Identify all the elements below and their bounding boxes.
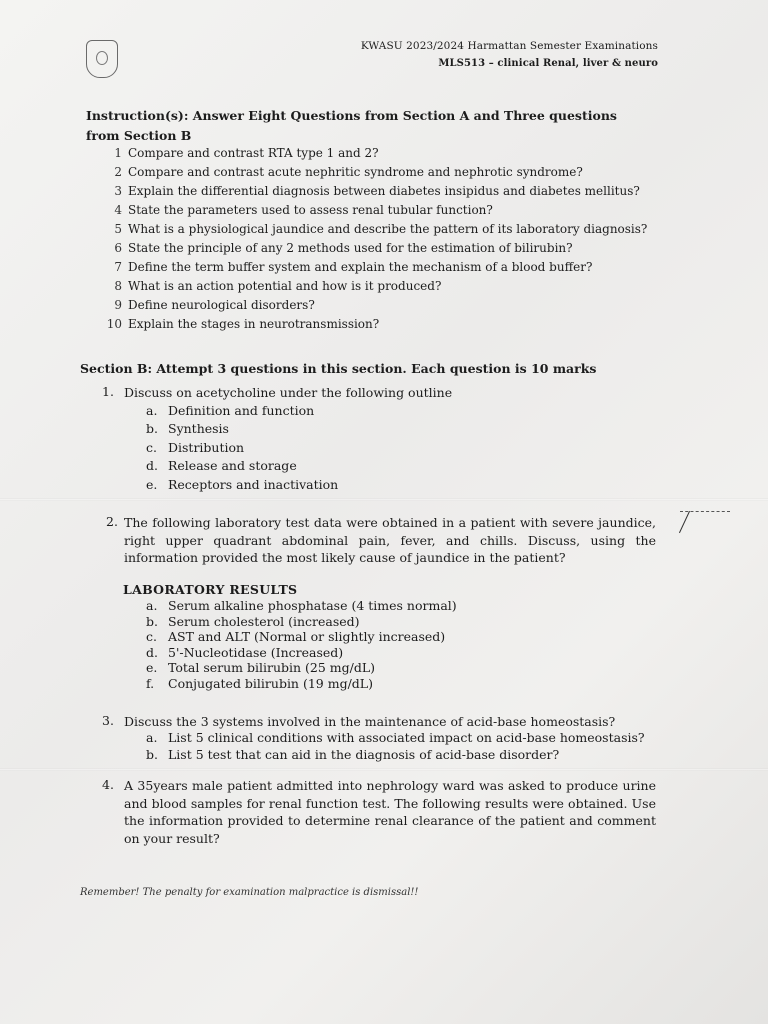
section-a-questions	[96, 143, 656, 333]
pen-mark	[679, 511, 690, 533]
question-text: What is an action potential and how is it produced?	[128, 278, 442, 293]
question-number: 4.	[102, 777, 114, 792]
list-item	[146, 645, 457, 661]
list-item	[96, 200, 656, 219]
question-number: 4	[114, 202, 122, 217]
item-text: Conjugated bilirubin (19 mg/dL)	[168, 675, 373, 691]
course-code-header: MLS513 – clinical Renal, liver & neuro	[438, 58, 658, 69]
item-letter: c.	[146, 439, 157, 455]
list-item	[96, 143, 656, 162]
item-letter: b.	[146, 747, 158, 762]
list-item	[96, 257, 656, 276]
item-text: Receptors and inactivation	[168, 476, 339, 492]
question-number: 8	[114, 278, 122, 293]
item-text: Definition and function	[168, 402, 315, 418]
list-item	[146, 676, 457, 692]
list-item	[96, 314, 656, 333]
list-item	[146, 438, 338, 457]
question-text: Compare and contrast acute nephritic syndrome and nephrotic syndrome?	[128, 164, 583, 179]
question-number: 1	[114, 145, 122, 160]
question-number: 5	[114, 221, 122, 236]
question-number: 9	[114, 297, 122, 312]
item-text: Release and storage	[168, 458, 297, 474]
item-letter: e.	[146, 476, 158, 492]
list-item	[146, 729, 645, 746]
list-item	[96, 295, 656, 314]
list-item	[146, 598, 457, 614]
university-crest-icon	[86, 40, 118, 78]
list-item	[146, 660, 457, 676]
item-letter: b.	[146, 421, 158, 437]
question-text: Define the term buffer system and explain the mechanism of a blood buffer?	[128, 259, 593, 274]
instructions: Instruction(s): Answer Eight Questions from Section A and Three questions from Section B	[86, 108, 617, 143]
list-item	[146, 420, 338, 439]
list-item	[146, 475, 338, 494]
question-text: State the principle of any 2 methods used for the estimation of bilirubin?	[128, 240, 573, 255]
list-item	[146, 614, 457, 630]
question-text: Explain the stages in neurotransmission?	[128, 316, 380, 331]
question-number: 10	[106, 316, 122, 331]
item-text: Total serum bilirubin (25 mg/dL)	[168, 660, 376, 676]
question-text: The following laboratory test data were obtained in a patient with severe jaundice, right upper quadrant abdominal pain, fever, and chills. Discuss, using the information provided the most likely cause of jaundice in the patient?	[124, 515, 656, 565]
paper-fold	[0, 498, 768, 501]
item-text: 5'-Nucleotidase (Increased)	[168, 644, 344, 660]
sub-question-list	[146, 729, 645, 763]
question-number: 2.	[106, 514, 118, 529]
item-letter: b.	[146, 613, 158, 629]
item-letter: d.	[146, 458, 158, 474]
item-letter: a.	[146, 402, 158, 418]
footer-warning: Remember! The penalty for examination malpractice is dismissal!!	[80, 887, 419, 898]
item-text: AST and ALT (Normal or slightly increased)	[168, 629, 446, 645]
question-number: 7	[114, 259, 122, 274]
question-text: Discuss on acetycholine under the following outline	[124, 385, 453, 400]
lab-results-list	[146, 598, 457, 691]
question-number: 3	[114, 183, 122, 198]
sub-question-list	[146, 401, 338, 494]
item-letter: a.	[146, 598, 158, 614]
list-item	[96, 276, 656, 295]
question-text: What is a physiological jaundice and describe the pattern of its laboratory diagnosis?	[128, 221, 648, 236]
item-letter: c.	[146, 629, 157, 645]
item-letter: e.	[146, 660, 158, 676]
item-text: Synthesis	[168, 421, 229, 437]
item-text: List 5 clinical conditions with associated impact on acid-base homeostasis?	[168, 730, 645, 745]
question-text: State the parameters used to assess renal tubular function?	[128, 202, 493, 217]
question-text: Define neurological disorders?	[128, 297, 315, 312]
list-item	[96, 219, 656, 238]
list-item	[146, 746, 645, 763]
question-text: Compare and contrast RTA type 1 and 2?	[128, 145, 379, 160]
question-text: A 35years male patient admitted into nephrology ward was asked to produce urine and blood samples for renal function test. The following results were obtained. Use the information provided to determine renal clearance of the patient and comment on your result?	[124, 778, 656, 846]
item-text: Serum alkaline phosphatase (4 times normal)	[168, 598, 457, 614]
item-letter: a.	[146, 730, 158, 745]
item-text: Serum cholesterol (increased)	[168, 613, 360, 629]
list-item	[146, 401, 338, 420]
list-item	[96, 181, 656, 200]
item-text: List 5 test that can aid in the diagnosis of acid-base disorder?	[168, 747, 560, 762]
item-text: Distribution	[168, 439, 245, 455]
list-item	[96, 238, 656, 257]
question-number: 6	[114, 240, 122, 255]
item-letter: f.	[146, 675, 155, 691]
question-number: 2	[114, 164, 122, 179]
question-number: 1.	[102, 384, 114, 399]
exam-session-header: KWASU 2023/2024 Harmattan Semester Examinations	[360, 40, 658, 52]
question-text: Explain the differential diagnosis between diabetes insipidus and diabetes mellitus?	[128, 183, 640, 198]
paper-fold	[0, 768, 768, 771]
item-letter: d.	[146, 644, 158, 660]
list-item	[96, 162, 656, 181]
question-number: 3.	[102, 713, 114, 728]
lab-results-heading: LABORATORY RESULTS	[123, 582, 298, 597]
section-b-title: Section B: Attempt 3 questions in this section. Each question is 10 marks	[80, 361, 597, 376]
list-item	[146, 457, 338, 476]
question-text: Discuss the 3 systems involved in the maintenance of acid-base homeostasis?	[124, 714, 616, 729]
list-item	[146, 629, 457, 645]
